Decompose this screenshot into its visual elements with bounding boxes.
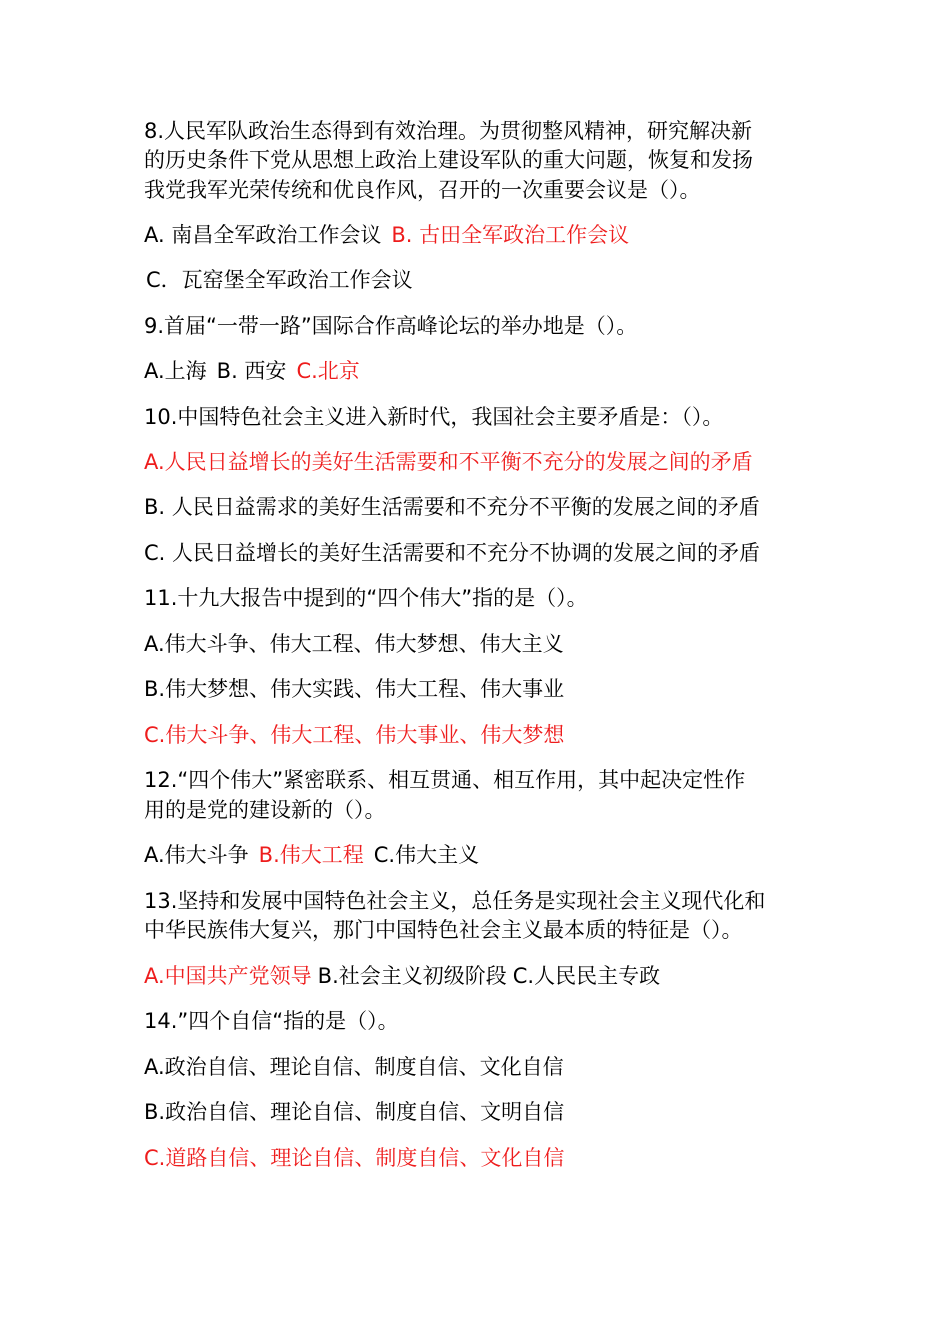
q13-option-b: B.社会主义初级阶段 (317, 964, 507, 988)
q9-option-c-answer: C.北京 (296, 359, 360, 383)
q14-option-b: B.政治自信、理论自信、制度自信、文明自信 (144, 1100, 565, 1124)
question-8-options-row (144, 220, 824, 250)
question-9-options-row (144, 356, 824, 386)
question-9-text: 9.首届“一带一路”国际合作高峰论坛的举办地是（）。 (144, 314, 638, 338)
question-10-text: 10.中国特色社会主义进入新时代，我国社会主要矛盾是：（）。 (144, 405, 724, 429)
q11-option-a: A.伟大斗争、伟大工程、伟大梦想、伟大主义 (144, 632, 564, 656)
question-13-line-1: 13.坚持和发展中国特色社会主义，总任务是实现社会主义现代化和 (144, 889, 766, 913)
q13-option-a-answer: A.中国共产党领导 (144, 964, 312, 988)
q8-option-b-answer: B. 古田全军政治工作会议 (391, 223, 630, 247)
q12-option-c: C.伟大主义 (373, 843, 480, 867)
q10-option-c: C. 人民日益增长的美好生活需要和不充分不协调的发展之间的矛盾 (144, 541, 761, 565)
q10-option-a-answer: A.人民日益增长的美好生活需要和不平衡不充分的发展之间的矛盾 (144, 450, 753, 474)
question-8-line-3: 我党我军光荣传统和优良作风，召开的一次重要会议是（）。 (144, 178, 701, 202)
question-13-line-2: 中华民族伟大复兴，那门中国特色社会主义最本质的特征是（）。 (144, 918, 743, 942)
question-14-text: 14.”四个自信“指的是（）。 (144, 1009, 399, 1033)
q8-option-a: A. 南昌全军政治工作会议 (144, 223, 382, 247)
q13-option-c: C.人民民主专政 (512, 964, 661, 988)
question-12-line-2: 用的是党的建设新的（）。 (144, 798, 386, 822)
q14-option-c-answer: C.道路自信、理论自信、制度自信、文化自信 (144, 1146, 565, 1170)
question-8-line-2: 的历史条件下党从思想上政治上建设军队的重大问题，恢复和发扬 (144, 148, 753, 172)
q9-option-a: A.上海 (144, 359, 207, 383)
q10-option-b: B. 人民日益需求的美好生活需要和不充分不平衡的发展之间的矛盾 (144, 495, 760, 519)
q12-option-b-answer: B.伟大工程 (258, 843, 364, 867)
question-11-text: 11.十九大报告中提到的“四个伟大”指的是（）。 (144, 586, 588, 610)
question-8-line-1: 8.人民军队政治生态得到有效治理。为贯彻整风精神，研究解决新 (144, 119, 753, 143)
question-12-options-row (144, 840, 824, 870)
q11-option-c-answer: C.伟大斗争、伟大工程、伟大事业、伟大梦想 (144, 723, 565, 747)
question-12-line-1: 12.“四个伟大”紧密联系、相互贯通、相互作用，其中起决定性作 (144, 768, 746, 792)
q9-option-b: B. 西安 (216, 359, 287, 383)
q12-option-a: A.伟大斗争 (144, 843, 249, 867)
q8-option-c: C．瓦窑堡全军政治工作会议 (146, 268, 413, 292)
question-13-options-row (144, 961, 824, 991)
q14-option-a: A.政治自信、理论自信、制度自信、文化自信 (144, 1055, 564, 1079)
q11-option-b: B.伟大梦想、伟大实践、伟大工程、伟大事业 (144, 677, 565, 701)
